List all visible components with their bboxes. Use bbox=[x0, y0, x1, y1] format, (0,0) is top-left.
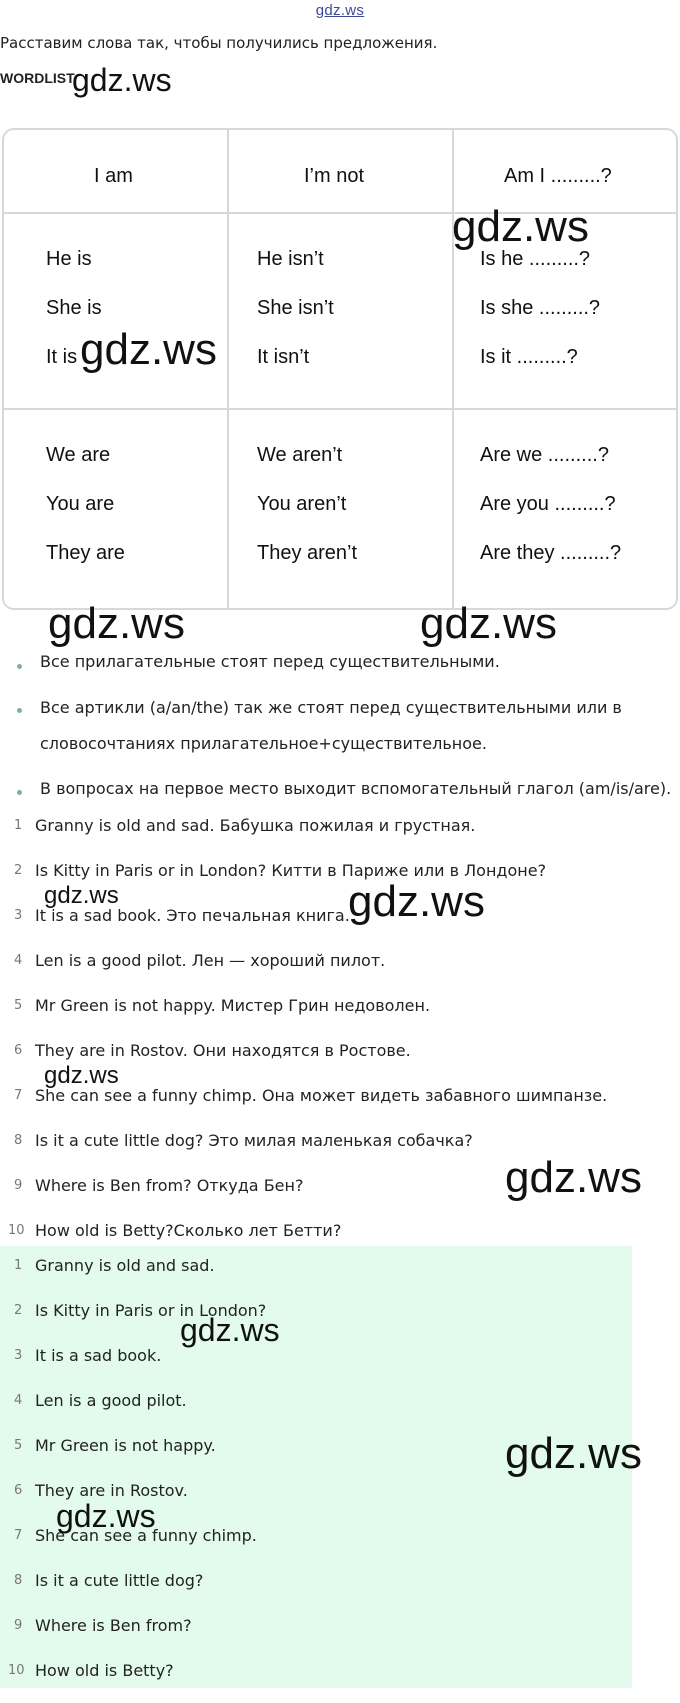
table-cell: He isn’t bbox=[257, 248, 324, 270]
watermark: gdz.ws bbox=[452, 202, 589, 251]
table-cell: We are bbox=[46, 444, 111, 466]
item-text: Is it a cute little dog? Это милая маленькая собачка? bbox=[35, 1131, 473, 1150]
table-cell: Is she .........? bbox=[480, 297, 601, 319]
item-number: 7 bbox=[14, 1088, 23, 1103]
list-item bbox=[0, 1573, 680, 1613]
item-text: Where is Ben from? Откуда Бен? bbox=[35, 1176, 304, 1195]
item-text: It is a sad book. bbox=[35, 1346, 162, 1365]
table-header-cell: I’m not bbox=[304, 165, 365, 187]
table-cell: You aren’t bbox=[257, 493, 347, 515]
table-cell: They aren’t bbox=[257, 542, 358, 564]
list-item bbox=[0, 908, 680, 948]
list-item bbox=[0, 818, 680, 858]
item-text: Len is a good pilot. bbox=[35, 1391, 187, 1410]
watermark: gdz.ws bbox=[505, 1429, 642, 1478]
rule-text: В вопросах на первое место выходит вспомогательный глагол (am/is/are). bbox=[40, 779, 672, 798]
table-header-cell: Am I .........? bbox=[504, 165, 612, 187]
bullet-icon bbox=[17, 664, 22, 669]
table-cell: Is it .........? bbox=[480, 346, 578, 368]
item-number: 3 bbox=[14, 1348, 23, 1363]
item-number: 9 bbox=[14, 1178, 23, 1193]
item-text: Len is a good pilot. Лен — хороший пилот. bbox=[35, 951, 386, 970]
watermark: gdz.ws bbox=[420, 599, 557, 648]
item-number: 2 bbox=[14, 1303, 23, 1318]
list-item bbox=[0, 953, 680, 993]
list-item bbox=[0, 1088, 680, 1128]
list-item bbox=[0, 1618, 680, 1658]
item-number: 10 bbox=[8, 1223, 25, 1238]
item-number: 7 bbox=[14, 1528, 23, 1543]
item-number: 2 bbox=[14, 863, 23, 878]
watermark: gdz.ws bbox=[80, 325, 217, 374]
item-text: Is Kitty in Paris or in London? bbox=[35, 1301, 267, 1320]
list-item bbox=[0, 1528, 680, 1568]
item-text: Granny is old and sad. bbox=[35, 1256, 215, 1275]
item-number: 4 bbox=[14, 953, 23, 968]
rule-text: словосочтаниях прилагательное+существительное. bbox=[40, 734, 487, 753]
table-cell: She isn’t bbox=[257, 297, 334, 319]
watermark: gdz.ws bbox=[348, 877, 485, 926]
table-divider bbox=[4, 408, 676, 410]
item-text: She can see a funny chimp. bbox=[35, 1526, 257, 1545]
item-text: They are in Rostov. Они находятся в Ростове. bbox=[35, 1041, 411, 1060]
top-watermark-link[interactable]: gdz.ws bbox=[315, 2, 365, 19]
item-text: Mr Green is not happy. Мистер Грин недоволен. bbox=[35, 996, 431, 1015]
list-item bbox=[0, 1258, 680, 1298]
table-cell: We aren’t bbox=[257, 444, 343, 466]
table-divider bbox=[227, 130, 229, 608]
item-number: 6 bbox=[14, 1483, 23, 1498]
list-item bbox=[0, 1348, 680, 1388]
item-text: It is a sad book. Это печальная книга. bbox=[35, 906, 350, 925]
table-cell: He is bbox=[46, 248, 92, 270]
item-text: Granny is old and sad. Бабушка пожилая и грустная. bbox=[35, 816, 476, 835]
item-number: 3 bbox=[14, 908, 23, 923]
table-header-cell: I am bbox=[94, 165, 133, 187]
list-item bbox=[0, 998, 680, 1038]
table-cell: Are they .........? bbox=[480, 542, 622, 564]
table-cell: Are we .........? bbox=[480, 444, 609, 466]
watermark: gdz.ws bbox=[180, 1312, 280, 1348]
rule-text: Все артикли (a/an/the) так же стоят перед существительными или в bbox=[40, 698, 622, 717]
list-item bbox=[0, 1303, 680, 1343]
table-cell: They are bbox=[46, 542, 125, 564]
table-cell: It isn’t bbox=[257, 346, 310, 368]
item-number: 9 bbox=[14, 1618, 23, 1633]
item-text: Is it a cute little dog? bbox=[35, 1571, 204, 1590]
item-text: How old is Betty? bbox=[35, 1661, 174, 1680]
item-number: 8 bbox=[14, 1133, 23, 1148]
task-intro: Расставим слова так, чтобы получились предложения. bbox=[0, 34, 438, 52]
bullet-icon bbox=[17, 708, 22, 713]
item-text: She can see a funny chimp. Она может видеть забавного шимпанзе. bbox=[35, 1086, 608, 1105]
table-cell: Is he .........? bbox=[480, 248, 591, 270]
table-cell: Are you .........? bbox=[480, 493, 616, 515]
item-text: How old is Betty?Сколько лет Бетти? bbox=[35, 1221, 342, 1240]
table-cell: It is bbox=[46, 346, 78, 368]
watermark: gdz.ws bbox=[44, 882, 119, 909]
watermark: gdz.ws bbox=[48, 599, 185, 648]
item-text: Mr Green is not happy. bbox=[35, 1436, 216, 1455]
watermark: gdz.ws bbox=[56, 1498, 156, 1534]
item-number: 8 bbox=[14, 1573, 23, 1588]
table-cell: You are bbox=[46, 493, 115, 515]
wordlist-label: WORDLIST bbox=[0, 70, 75, 86]
item-number: 10 bbox=[8, 1663, 25, 1678]
list-item bbox=[0, 1663, 680, 1703]
item-text: They are in Rostov. bbox=[35, 1481, 188, 1500]
bullet-icon bbox=[17, 790, 22, 795]
watermark: gdz.ws bbox=[44, 1062, 119, 1089]
table-cell: She is bbox=[46, 297, 102, 319]
item-number: 1 bbox=[14, 1258, 23, 1273]
item-number: 6 bbox=[14, 1043, 23, 1058]
item-number: 5 bbox=[14, 1438, 23, 1453]
item-text: Where is Ben from? bbox=[35, 1616, 192, 1635]
rule-text: Все прилагательные стоят перед существительными. bbox=[40, 652, 500, 671]
item-number: 1 bbox=[14, 818, 23, 833]
item-text: Is Kitty in Paris or in London? Китти в Париже или в Лондоне? bbox=[35, 861, 547, 880]
watermark: gdz.ws bbox=[505, 1153, 642, 1202]
list-item bbox=[0, 1393, 680, 1433]
item-number: 5 bbox=[14, 998, 23, 1013]
watermark: gdz.ws bbox=[72, 62, 172, 98]
item-number: 4 bbox=[14, 1393, 23, 1408]
